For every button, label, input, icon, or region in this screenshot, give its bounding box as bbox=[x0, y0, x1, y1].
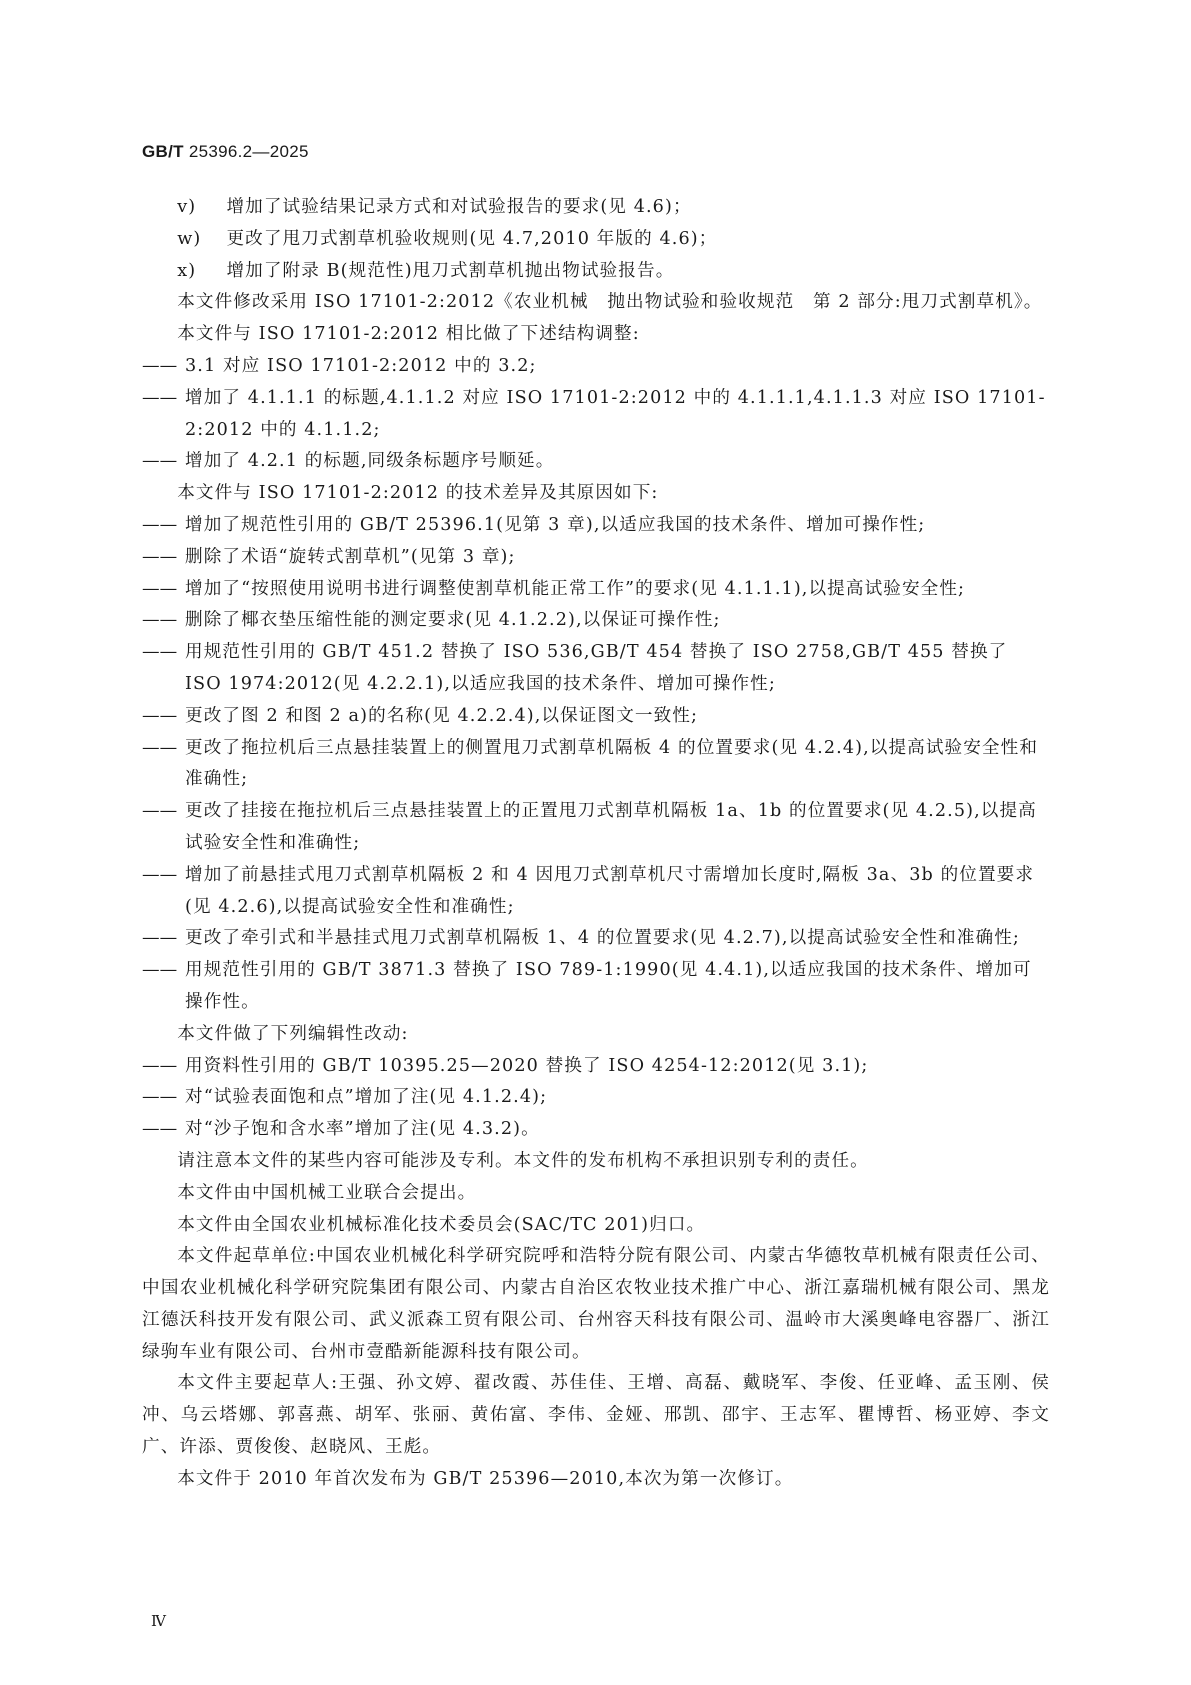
tech-diff-item bbox=[142, 796, 1050, 860]
proposed-by: 本文件由中国机械工业联合会提出。 bbox=[177, 1182, 477, 1203]
dash-item-text: 删除了术语“旋转式割草机”(见第 3 章); bbox=[185, 546, 516, 567]
page-number: Ⅳ bbox=[151, 1614, 166, 1630]
tech-diff-intro: 本文件与 ISO 17101-2:2012 的技术差异及其原因如下: bbox=[177, 483, 659, 504]
list-item-x bbox=[142, 256, 1050, 288]
dash-marker: —— bbox=[142, 1119, 178, 1140]
dash-marker: —— bbox=[142, 578, 178, 599]
dash-item-text: 增加了 4.1.1.1 的标题,4.1.1.2 对应 ISO 17101-2:2012 中的 4.1.1.1,4.1.1.3 对应 ISO 17101-2:2012 中的 4.1.1.2; bbox=[185, 387, 1046, 440]
structure-item bbox=[142, 383, 1050, 447]
dash-marker: —— bbox=[142, 514, 178, 535]
item-text: 增加了附录 B(规范性)甩刀式割草机抛出物试验报告。 bbox=[226, 260, 675, 281]
tech-diff-item bbox=[142, 923, 1050, 955]
dash-marker: —— bbox=[142, 737, 178, 758]
standard-code: GB/T bbox=[142, 142, 184, 161]
dash-marker: —— bbox=[142, 610, 178, 631]
dash-item-text: 对“沙子饱和含水率”增加了注(见 4.3.2)。 bbox=[185, 1119, 540, 1140]
patent-notice: 请注意本文件的某些内容可能涉及专利。本文件的发布机构不承担识别专利的责任。 bbox=[177, 1150, 869, 1171]
dash-marker: —— bbox=[142, 960, 178, 981]
dash-marker: —— bbox=[142, 451, 178, 472]
list-item-v bbox=[142, 192, 1050, 224]
dash-marker: —— bbox=[142, 1087, 178, 1108]
drafters: 本文件主要起草人:王强、孙文婷、翟改霞、苏佳佳、王增、高磊、戴晓军、李俊、任亚峰、孟玉刚、侯冲、乌云塔娜、郭喜燕、胡军、张丽、黄佑富、李伟、金娅、邢凯、邵宇、王志军、瞿博哲、杨亚婷、李文广、许添、贾俊俊、赵晓风、王彪。 bbox=[142, 1373, 1050, 1458]
item-text: 增加了试验结果记录方式和对试验报告的要求(见 4.6)； bbox=[226, 197, 692, 217]
dash-item-text: 更改了图 2 和图 2 a)的名称(见 4.2.2.4),以保证图文一致性; bbox=[185, 705, 698, 726]
tech-diff-item bbox=[142, 637, 1050, 701]
revision-history: 本文件于 2010 年首次发布为 GB/T 25396—2010,本次为第一次修订。 bbox=[177, 1468, 794, 1489]
dash-marker: —— bbox=[142, 642, 178, 663]
dash-marker: —— bbox=[142, 928, 178, 949]
dash-item-text: 增加了“按照使用说明书进行调整使割草机能正常工作”的要求(见 4.1.1.1),以提高试验安全性; bbox=[185, 578, 966, 599]
item-text: 更改了甩刀式割草机验收规则(见 4.7,2010 年版的 4.6)； bbox=[226, 228, 718, 249]
standard-number: 25396.2—2025 bbox=[188, 142, 309, 161]
editorial-item bbox=[142, 1114, 1050, 1146]
dash-item-text: 用规范性引用的 GB/T 3871.3 替换了 ISO 789-1:1990(见 4.4.1),以适应我国的技术条件、增加可操作性。 bbox=[185, 960, 1032, 1012]
item-marker: x) bbox=[177, 260, 197, 281]
dash-item-text: 用资料性引用的 GB/T 10395.25—2020 替换了 ISO 4254-12:2012(见 3.1); bbox=[185, 1055, 869, 1076]
tech-diff-item bbox=[142, 733, 1050, 797]
dash-item-text: 删除了椰衣垫压缩性能的测定要求(见 4.1.2.2),以保证可操作性; bbox=[185, 610, 721, 631]
editorial-item bbox=[142, 1082, 1050, 1114]
dash-item-text: 更改了拖拉机后三点悬挂装置上的侧置甩刀式割草机隔板 4 的位置要求(见 4.2.4),以提高试验安全性和准确性; bbox=[185, 737, 1039, 790]
tech-diff-item bbox=[142, 574, 1050, 606]
dash-item-text: 增加了规范性引用的 GB/T 25396.1(见第 3 章),以适应我国的技术条件、增加可操作性; bbox=[185, 514, 926, 535]
tech-diff-item bbox=[142, 955, 1050, 1019]
structure-item bbox=[142, 446, 1050, 478]
dash-marker: —— bbox=[142, 546, 178, 567]
dash-item-text: 更改了牵引式和半悬挂式甩刀式割草机隔板 1、4 的位置要求(见 4.2.7),以提高试验安全性和准确性; bbox=[185, 928, 1020, 949]
tech-diff-item bbox=[142, 510, 1050, 542]
dash-marker: —— bbox=[142, 1055, 178, 1076]
jurisdiction: 本文件由全国农业机械标准化技术委员会(SAC/TC 201)归口。 bbox=[177, 1214, 706, 1235]
tech-diff-item bbox=[142, 860, 1050, 924]
structure-intro: 本文件与 ISO 17101-2:2012 相比做了下述结构调整: bbox=[177, 324, 640, 345]
dash-item-text: 对“试验表面饱和点”增加了注(见 4.1.2.4); bbox=[185, 1087, 548, 1108]
editorial-item bbox=[142, 1051, 1050, 1083]
editorial-intro: 本文件做了下列编辑性改动: bbox=[177, 1023, 409, 1044]
dash-marker: —— bbox=[142, 864, 178, 885]
dash-marker: —— bbox=[142, 801, 178, 822]
tech-diff-item bbox=[142, 605, 1050, 637]
dash-item-text: 3.1 对应 ISO 17101-2:2012 中的 3.2; bbox=[185, 355, 537, 376]
item-marker: w) bbox=[177, 228, 202, 249]
dash-item-text: 增加了 4.2.1 的标题,同级条标题序号顺延。 bbox=[185, 451, 555, 472]
dash-item-text: 用规范性引用的 GB/T 451.2 替换了 ISO 536,GB/T 454 替换了 ISO 2758,GB/T 455 替换了 ISO 1974:2012(见 4.2.2.1),以适应我国的技术条件、增加可操作性; bbox=[185, 642, 1008, 694]
list-item-w bbox=[142, 224, 1050, 256]
dash-marker: —— bbox=[142, 705, 178, 726]
item-marker: v) bbox=[177, 197, 197, 217]
dash-marker: —— bbox=[142, 355, 178, 376]
drafting-units: 本文件起草单位:中国农业机械化科学研究院呼和浩特分院有限公司、内蒙古华德牧草机械有限责任公司、中国农业机械化科学研究院集团有限公司、内蒙古自治区农牧业技术推广中心、浙江嘉瑞机械有限公司、黑龙江德沃科技开发有限公司、武义派森工贸有限公司、台州容天科技有限公司、温岭市大溪奥峰电容器厂、浙江绿驹车业有限公司、台州市壹酷新能源科技有限公司。 bbox=[142, 1246, 1050, 1362]
adoption-paragraph: 本文件修改采用 ISO 17101-2:2012《农业机械 抛出物试验和验收规范 第 2 部分:甩刀式割草机》。 bbox=[177, 292, 1043, 313]
tech-diff-item bbox=[142, 701, 1050, 733]
document-body bbox=[142, 192, 1050, 1496]
structure-item bbox=[142, 351, 1050, 383]
tech-diff-item bbox=[142, 542, 1050, 574]
dash-item-text: 增加了前悬挂式甩刀式割草机隔板 2 和 4 因甩刀式割草机尺寸需增加长度时,隔板 3a、3b 的位置要求(见 4.2.6),以提高试验安全性和准确性; bbox=[185, 864, 1035, 917]
dash-item-text: 更改了挂接在拖拉机后三点悬挂装置上的正置甩刀式割草机隔板 1a、1b 的位置要求(见 4.2.5),以提高试验安全性和准确性; bbox=[185, 801, 1037, 853]
standard-header bbox=[142, 142, 309, 162]
dash-marker: —— bbox=[142, 387, 178, 408]
